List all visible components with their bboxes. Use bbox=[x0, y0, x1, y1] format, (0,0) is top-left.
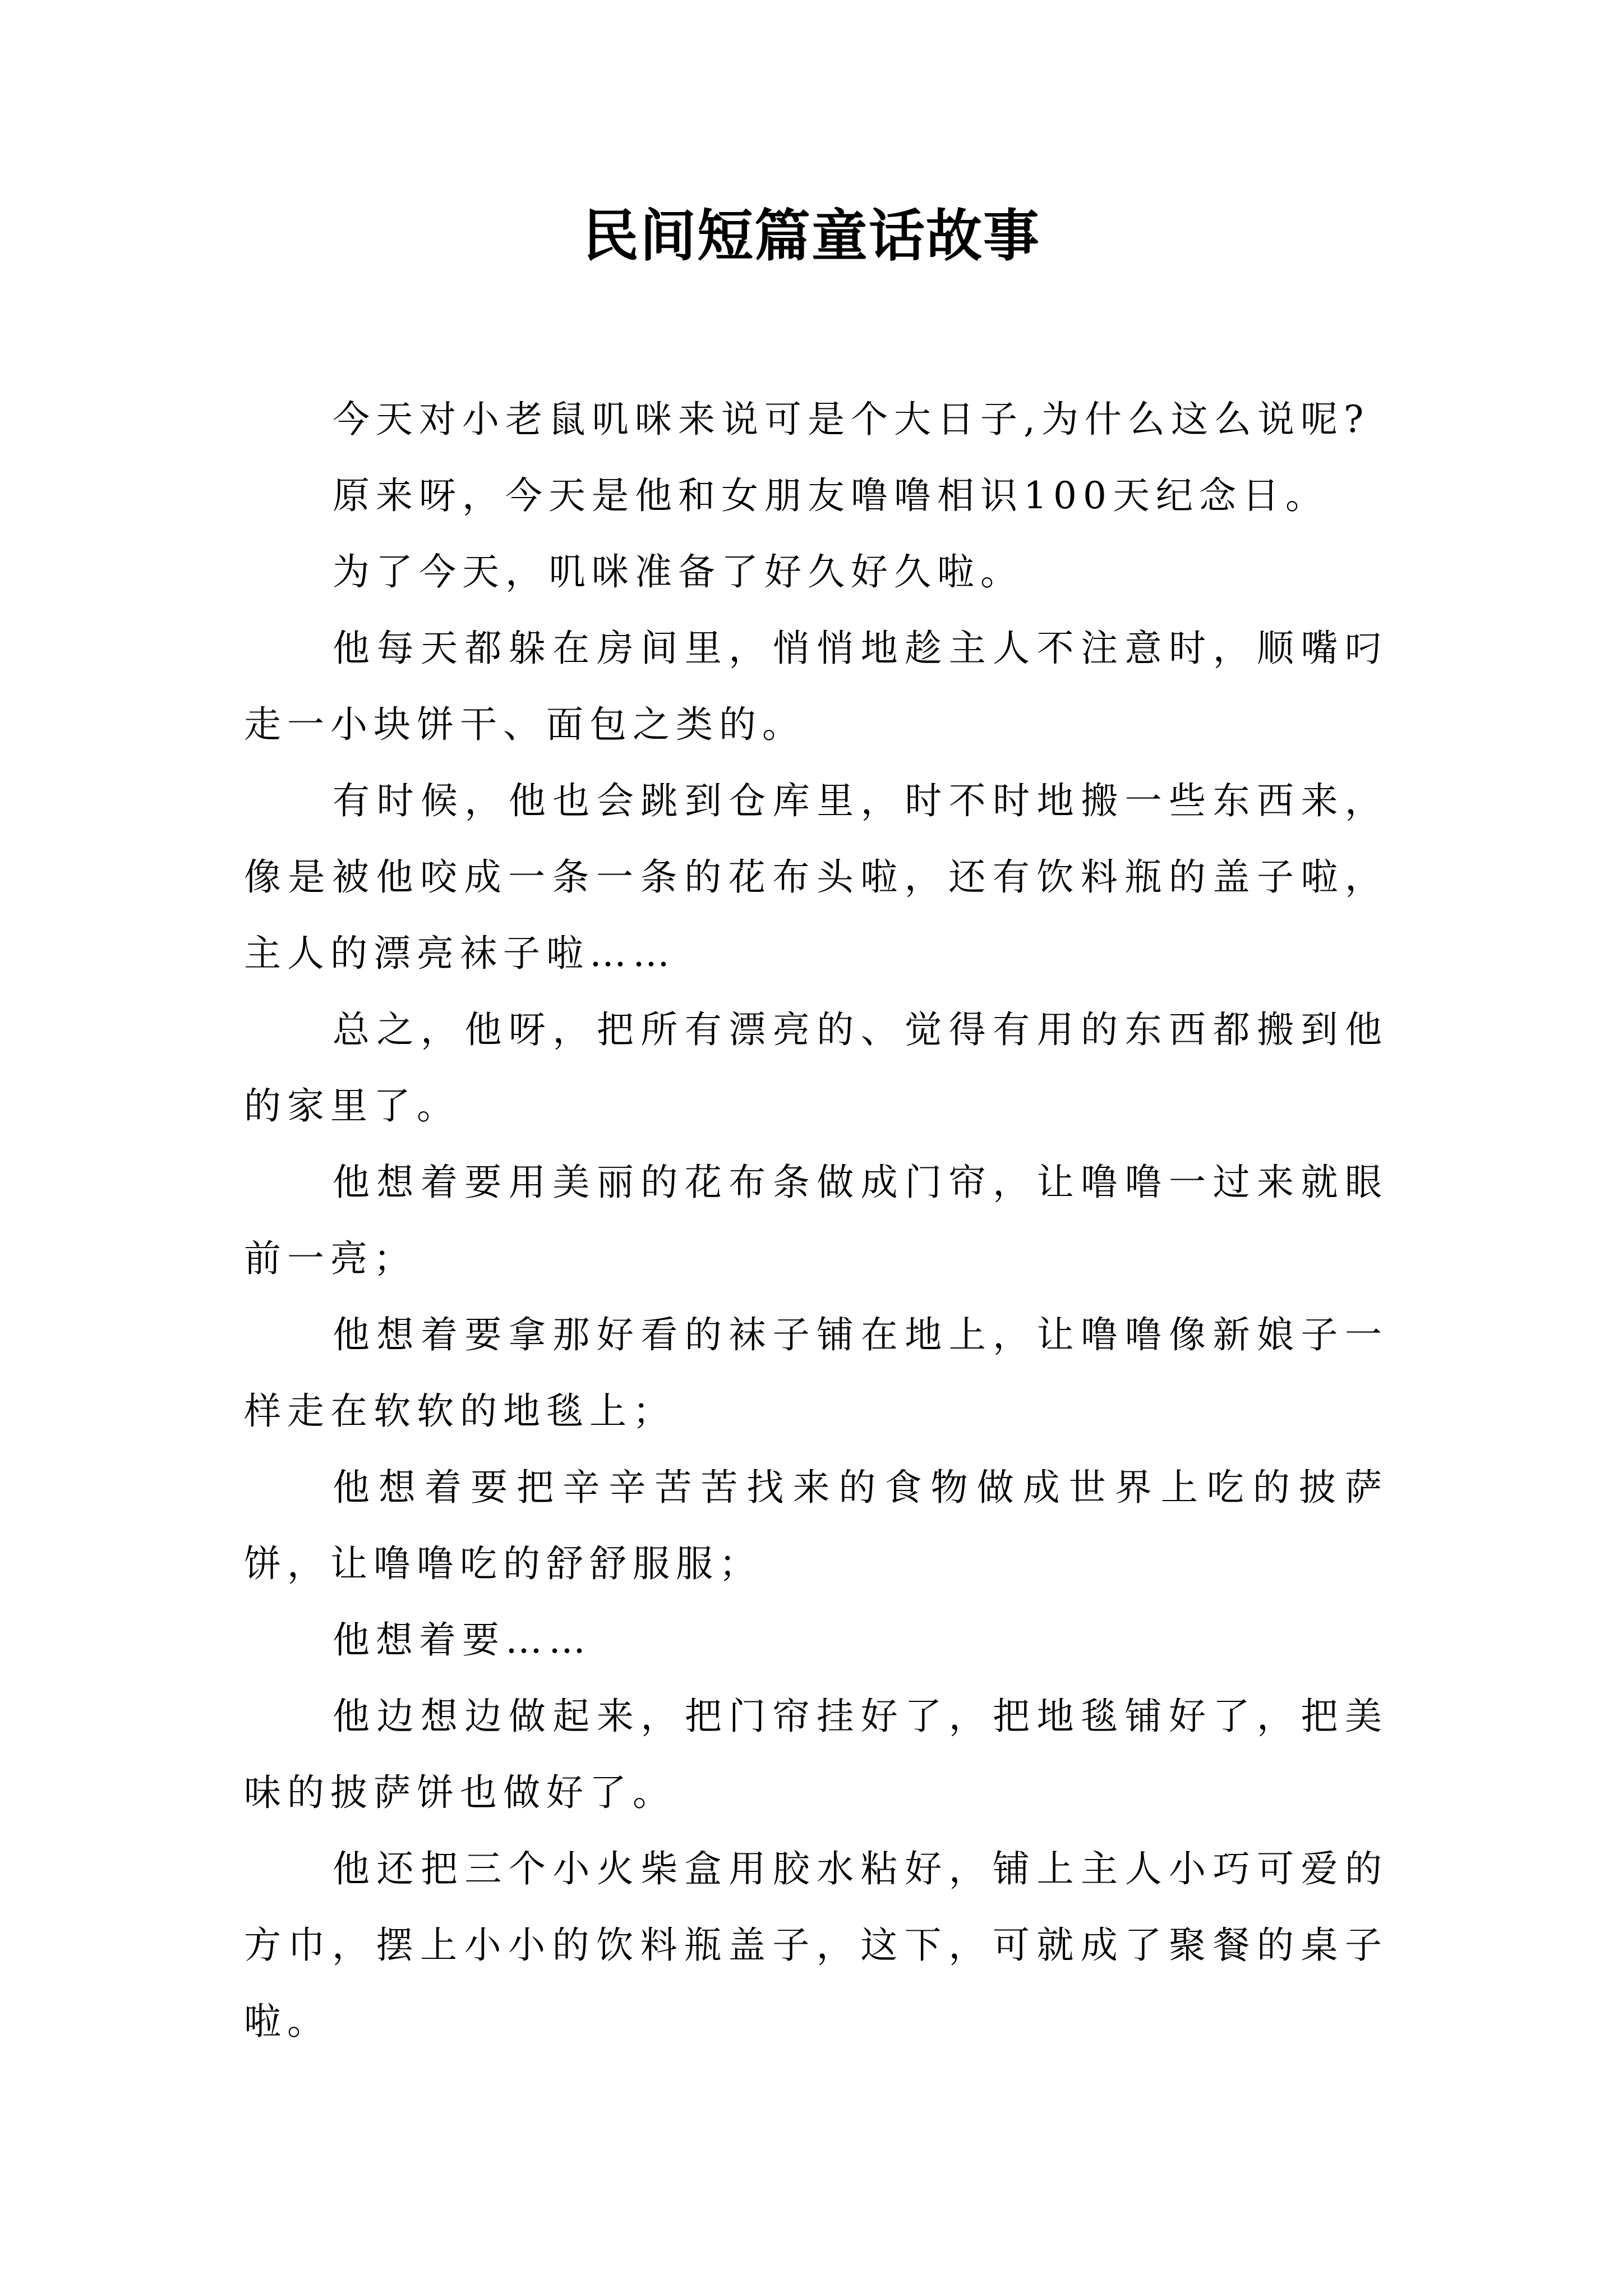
paragraph: 有时候，他也会跳到仓库里，时不时地搬一些东西来，像是被他咬成一条一条的花布头啦，还有饮料瓶的盖子啦，主人的漂亮袜子啦…… bbox=[244, 779, 1388, 975]
paragraph: 总之，他呀，把所有漂亮的、觉得有用的东西都搬到他的家里了。 bbox=[244, 1008, 1388, 1128]
paragraph: 为了今天，叽咪准备了好久好久啦。 bbox=[333, 550, 1023, 593]
paragraph: 今天对小老鼠叽咪来说可是个大日子,为什么这么说呢? bbox=[333, 398, 1370, 441]
paragraph: 他想着要…… bbox=[333, 1618, 592, 1662]
paragraph: 他边想边做起来，把门帘挂好了，把地毯铺好了，把美味的披萨饼也做好了。 bbox=[244, 1695, 1388, 1814]
paragraph: 原来呀，今天是他和女朋友噜噜相识100天纪念日。 bbox=[333, 474, 1329, 517]
paragraph: 他想着要把辛辛苦苦找来的食物做成世界上吃的披萨饼，让噜噜吃的舒舒服服； bbox=[244, 1466, 1388, 1585]
paragraph: 他想着要拿那好看的袜子铺在地上，让噜噜像新娘子一样走在软软的地毯上； bbox=[244, 1313, 1388, 1433]
paragraph: 他还把三个小火柴盒用胶水粘好，铺上主人小巧可爱的方巾，摆上小小的饮料瓶盖子，这下，可就成了聚餐的桌子啦。 bbox=[244, 1847, 1388, 2043]
document-title: 民间短篇童话故事 bbox=[583, 203, 1040, 269]
document-body bbox=[244, 381, 1388, 2060]
paragraph: 他每天都躲在房间里，悄悄地趁主人不注意时，顺嘴叼走一小块饼干、面包之类的。 bbox=[244, 627, 1388, 746]
paragraph: 他想着要用美丽的花布条做成门帘，让噜噜一过来就眼前一亮； bbox=[244, 1161, 1388, 1280]
